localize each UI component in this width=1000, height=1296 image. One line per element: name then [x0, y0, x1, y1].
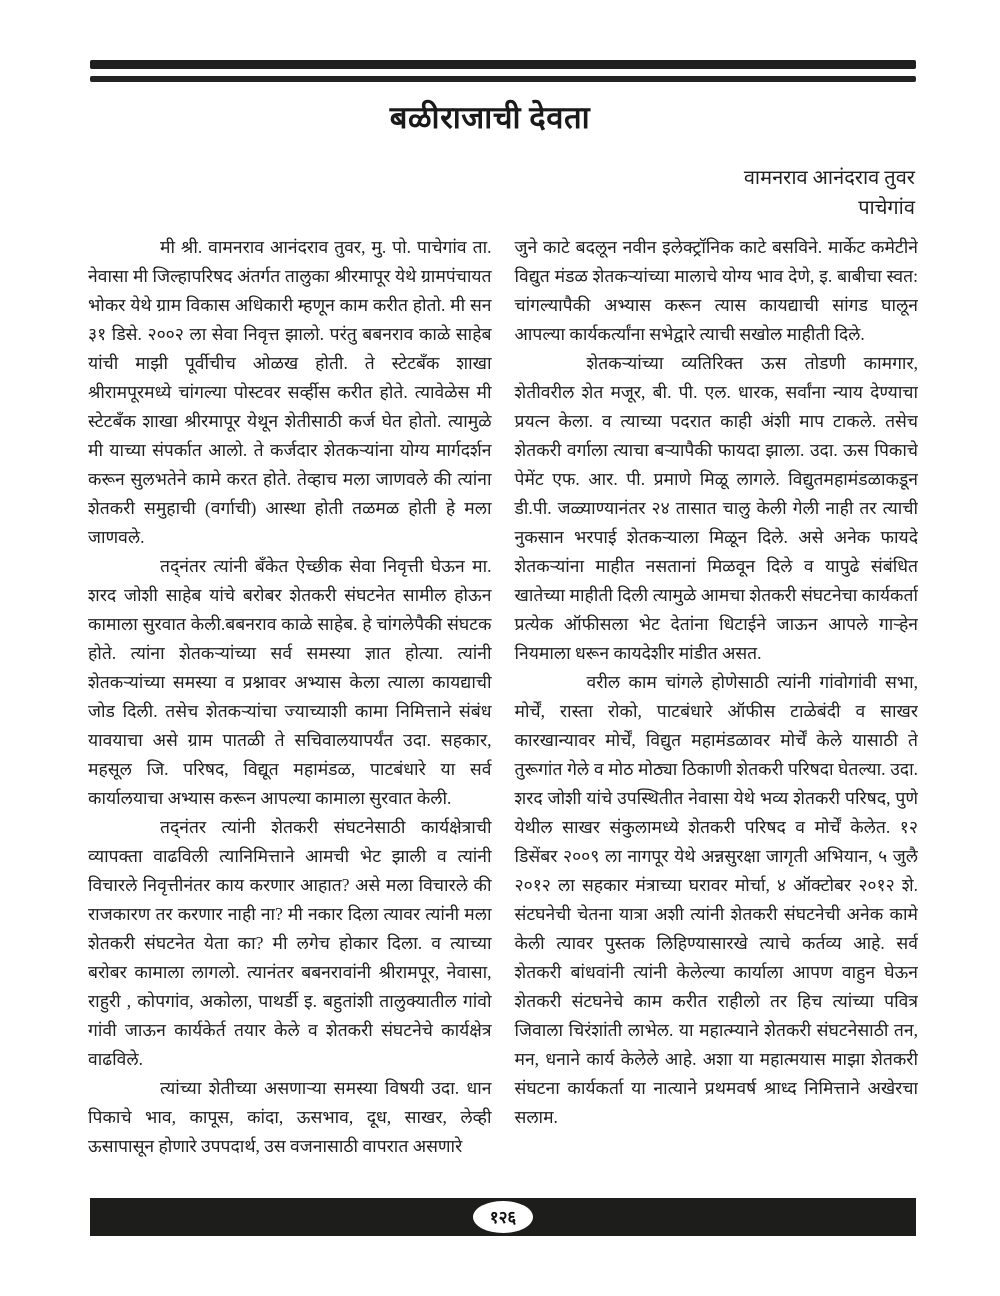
- right-column: [515, 233, 919, 1195]
- paragraph: त्यांच्या शेतीच्या असणाऱ्या समस्या विषयी उदा. धान पिकाचे भाव, कापूस, कांदा, ऊसभाव, दूध, साखर, लेव्ही ऊसापासून होणारे उपपदार्थ, उस वजनासाठी वापरात असणारे: [88, 1078, 492, 1156]
- paragraph: वरील काम चांगले होणेसाठी त्यांनी गांवोगांवी सभा, मोर्चें, रास्ता रोको, पाटबंधारे ऑफीस टाळेबंदी व साखर कारखान्यावर मोर्चें, विद्युत महामंडळावर मोर्चें केले यासाठी ते तुरूगांत गेले व मोठ मोठ्या ठिकाणी शेतकरी परिषदा घेतल्या. उदा. शरद जोशी यांचे उपस्थितीत नेवासा येथे भव्य शेतकरी परिषद, पुणे येथील साखर संकुलामध्ये शेतकरी परिषद व मोर्चें केलेत. १२ डिसेंबर २००९ ला नागपूर येथे अन्नसुरक्षा जागृती अभियान, ५ जुलै २०१२ ला सहकार मंत्राच्या घरावर मोर्चा, ४ ऑक्टोबर २०१२ शे. संटघनेची चेतना यात्रा अशी त्यांनी शेतकरी संघटनेची अनेक कामे केली त्यावर पुस्तक लिहिण्यासारखे त्याचे कर्तव्य आहे. सर्व शेतकरी बांधवांनी त्यांनी केलेल्या कार्याला आपण वाहुन घेऊन शेतकरी संटघनेचे काम करीत राहीलो तर हिच त्यांच्या पवित्र जिवाला चिरंशांती लाभेल. या महात्म्याने शेतकरी संघटनेसाठी तन, मन, धनाने कार्य केलेले आहे. अशा या महात्मयास माझा शेतकरी संघटना कार्यकर्ता या नात्याने प्रथमवर्ष श्राध्द निमित्ताने अखेरचा सलाम.: [514, 672, 918, 1127]
- paragraph: मी श्री. वामनराव आनंदराव तुवर, मु. पो. पाचेगांव ता. नेवासा मी जिल्हापरिषद अंतर्गत तालुका श्रीरमापूर येथे ग्रामपंचायत भोकर येथे ग्राम विकास अधिकारी म्हणून काम करीत होतो. मी सन ३१ डिसे. २००२ ला सेवा निवृत्त झालो. परंतु बबनराव काळे साहेब यांची माझी पूर्वीचीच ओळख होती. ते स्टेटबँक शाखा श्रीरामपूरमध्ये चांगल्या पोस्टवर सर्व्हीस करीत होते. त्यावेळेस मी स्टेटबँक शाखा श्रीरमापूर येथून शेतीसाठी कर्ज घेत होतो. त्यामुळे मी याच्या संपर्कात आलो. ते कर्जदार शेतकऱ्यांना योग्य मार्गदर्शन करून सुलभतेने कामे करत होते. तेव्हाच मला जाणवले की त्यांना शेतकरी समुहाची (वर्गाची) आस्था होती तळमळ होती हे मला जाणवले.: [88, 237, 492, 547]
- paragraph: तद्नंतर त्यांनी बँकेत ऐच्छीक सेवा निवृत्ती घेऊन मा. शरद जोशी साहेब यांचे बरोबर शेतकरी संघटनेत सामील होऊन कामाला सुरवात केली.बबनराव काळे साहेब. हे चांगलेपैकी संघटक होते. त्यांना शेतकऱ्यांच्या सर्व समस्या ज्ञात होत्या. त्यांनी शेतकऱ्यांच्या समस्या व प्रश्नावर अभ्यास केला त्याला कायद्याची जोड दिली. तसेच शेतकऱ्यांचा ज्याच्याशी कामा निमित्ताने संबंध यावयाचा असे ग्राम पातळी ते सचिवालयापर्यंत उदा. सहकार, महसूल जि. परिषद, विद्यूत महामंडळ, पाटबंधारे या सर्व कार्यालयाचा अभ्यास करून आपल्या कामाला सुरवात केली.: [88, 556, 492, 808]
- author-place: पाचेगांव: [858, 197, 915, 219]
- paragraph: शेतकऱ्यांच्या व्यतिरिक्त ऊस तोडणी कामगार, शेतीवरील शेत मजूर, बी. पी. एल. धारक, सर्वांना न्याय देण्याचा प्रयत्न केला. व त्याच्या पदरात काही अंशी माप टाकले. तसेच शेतकरी वर्गाला त्याचा बऱ्यापैकी फायदा झाला. उदा. ऊस पिकाचे पेमेंट एफ. आर. पी. प्रमाणे मिळू लागले. विद्युतमहामंडळाकडून डी.पी. जळ्याण्यानंतर २४ तासात चालु केली गेली नाही तर त्याची नुकसान भरपाई शेतकऱ्याला मिळून दिले. असे अनेक फायदे शेतकऱ्यांना माहीत नसतानां मिळवून दिले व यापुढे संबंधित खातेच्या माहीती दिली त्यामुळे आमचा शेतकरी संघटनेचा कार्यकर्ता प्रत्येक ऑफीसला भेट देतांना धिटाईने जाऊन आपले गाऱ्हेन नियमाला धरून कायदेशीर मांडीत असत.: [514, 353, 918, 663]
- footer-bar: [90, 1198, 916, 1236]
- header-rule-thin: [90, 76, 916, 82]
- paragraph-continuation: जुने काटे बदलून नवीन इलेक्ट्रॉनिक काटे बसविने. मार्केट कमेटीने विद्युत मंडळ शेतकऱ्यांच्या मालाचे योग्य भाव देणे, इ. बाबीचा स्वत: चांगल्यापैकी अभ्यास करून त्यास कायद्याची सांगड घालून आपल्या कार्यकर्त्यांना सभेद्वारे त्याची सखोल माहीती दिले.: [514, 237, 918, 344]
- article-body: [88, 233, 918, 1195]
- author-block: [744, 163, 915, 223]
- left-column: [88, 233, 492, 1195]
- paragraph: तद्नंतर त्यांनी शेतकरी संघटनेसाठी कार्यक्षेत्राची व्यापक्ता वाढविली त्यानिमित्ताने आमची भेट झाली व त्यांनी विचारले निवृत्तीनंतर काय करणार आहात? असे मला विचारले की राजकारण तर करणार नाही ना? मी नकार दिला त्यावर त्यांनी मला शेतकरी संघटनेत येता का? मी लगेच होकार दिला. व त्याच्या बरोबर कामाला लागलो. त्यानंतर बबनरावांनी श्रीरामपूर, नेवासा, राहुरी , कोपगांव, अकोला, पाथर्डी इ. बहुतांशी तालुक्यातील गांवो गांवी जाऊन कार्यकेर्त तयार केले व शेतकरी संघटनेचे कार्यक्षेत्र वाढविले.: [88, 817, 492, 1069]
- page-number-ellipse: [473, 1201, 533, 1233]
- author-name: वामनराव आनंदराव तुवर: [743, 167, 915, 189]
- page-number: १२६: [489, 1207, 517, 1227]
- page-title: बळीराजाची देवता: [389, 100, 591, 135]
- header-rule-thick: [90, 60, 916, 69]
